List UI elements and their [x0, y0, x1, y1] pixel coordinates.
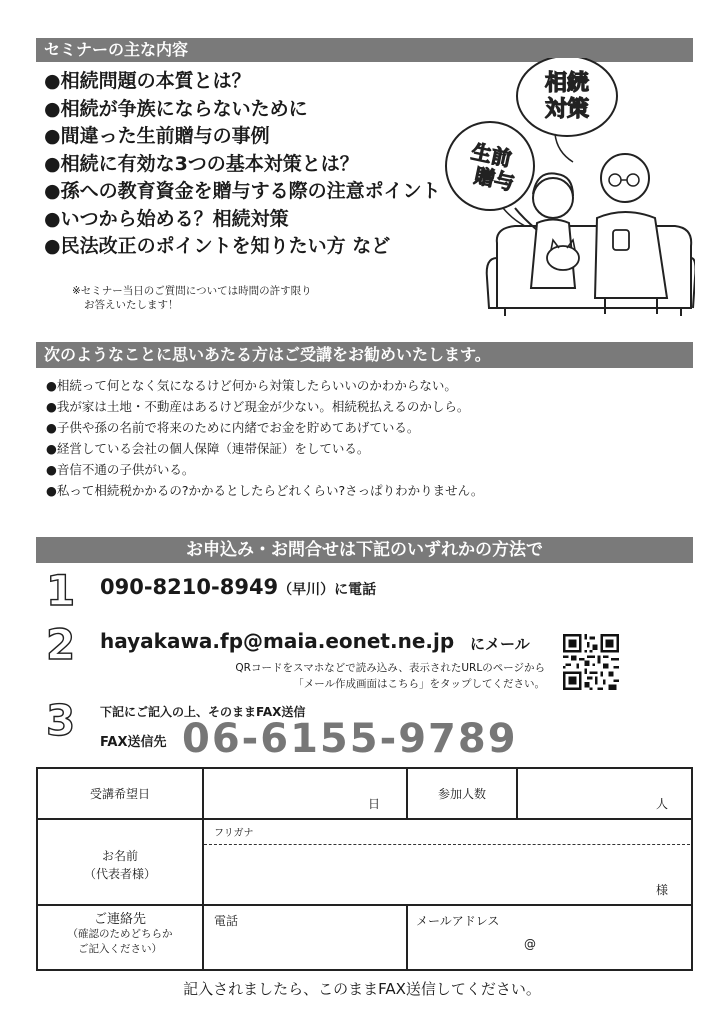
- recommend-heading: 次のようなことに思いあたる方はご受講をお勧めいたします。: [36, 342, 693, 368]
- contact-label-group: [38, 912, 202, 957]
- recommend-item: ●私って相続税かかるの?かかるとしたらどれくらい?さっぱりわかりません。: [46, 483, 484, 498]
- bubble-right-line2: 対策: [544, 97, 590, 122]
- contact-sub-label: ご記入ください）: [78, 943, 162, 955]
- note-line: ※セミナー当日のご質問については時間の許す限り: [72, 285, 312, 297]
- qr-code-icon[interactable]: [563, 634, 619, 690]
- email-field-label: メールアドレス: [416, 914, 500, 928]
- name-suffix: 様: [656, 883, 669, 897]
- qr-instructions: [170, 660, 545, 692]
- count-label: 参加人数: [437, 787, 486, 801]
- topic-item: ●相続に有効な3つの基本対策とは？: [44, 152, 359, 175]
- application-form: [36, 767, 693, 971]
- phone-suffix: に電話: [334, 582, 377, 598]
- bubble-left-line2: 贈与: [472, 163, 517, 196]
- seminar-topic-list: [44, 68, 441, 261]
- topic-item: ●間違った生前贈与の事例: [44, 125, 270, 147]
- fax-label: FAX送信先: [100, 735, 167, 750]
- bubble-left-line1: 生前: [469, 139, 514, 172]
- qr-note-line: QRコードをスマホなどで読み込み、表示されたURLのページから: [235, 662, 545, 674]
- recommend-item: ●音信不通の子供がいる。: [46, 462, 195, 477]
- phone-contact[interactable]: [100, 575, 376, 599]
- step-2-number: 2: [46, 620, 76, 669]
- email-input[interactable]: [408, 906, 691, 969]
- fax-instruction: 下記にご記入の上、そのままFAX送信: [100, 705, 306, 719]
- recommend-item: ●子供や孫の名前で将来のために内緒でお金を貯めてあげている。: [46, 420, 420, 435]
- phone-number[interactable]: 090-8210-8949: [100, 575, 279, 599]
- topic-item: ●相続が争族にならないために: [44, 97, 308, 120]
- seminar-heading: セミナーの主な内容: [36, 38, 693, 62]
- apply-heading: お申込み・お問合せは下記のいずれかの方法で: [36, 537, 693, 563]
- contact-label: ご連絡先: [93, 912, 146, 927]
- phone-field-label: 電話: [214, 914, 239, 928]
- email-address[interactable]: hayakawa.fp@maia.eonet.ne.jp: [100, 629, 455, 653]
- furigana-input[interactable]: [204, 820, 690, 844]
- name-input[interactable]: [204, 846, 690, 904]
- date-unit: 日: [368, 797, 381, 811]
- topic-item: ●孫への教育資金を贈与する際の注意ポイント: [44, 180, 441, 202]
- count-unit: 人: [656, 797, 669, 811]
- couple-illustration: [445, 58, 695, 320]
- name-sub-label: （代表者様）: [83, 867, 156, 881]
- topic-item: ●いつから始める？相続対策: [44, 207, 289, 230]
- bubble-right-line1: 相続: [544, 71, 590, 96]
- email-suffix: にメール: [470, 635, 530, 653]
- date-label: 受講希望日: [89, 787, 150, 801]
- name-label-group: [38, 847, 202, 883]
- recommend-item: ●経営している会社の個人保障（連帯保証）をしている。: [46, 441, 370, 456]
- recommend-item: ●我が家は土地・不動産はあるけど現金が少ない。相続税払えるのかしら。: [46, 399, 470, 414]
- seminar-note: [72, 284, 312, 312]
- contact-sub-label: （確認のためどちらか: [67, 928, 173, 940]
- footer-message: 記入されましたら、このままFAX送信してください。: [183, 980, 541, 998]
- recommend-item: ●相続って何となく気になるけど何から対策したらいいのかわからない。: [46, 378, 457, 393]
- step-1-number: 1: [46, 566, 76, 615]
- fax-number[interactable]: 06-6155-9789: [182, 716, 518, 762]
- note-line: お答えいたします！: [84, 299, 179, 311]
- topic-item: ●民法改正のポイントを知りたい方 など: [44, 235, 391, 257]
- phone-name: （早川）: [278, 582, 335, 598]
- step-3-number: 3: [46, 696, 76, 745]
- topic-item: ●相続問題の本質とは？: [44, 70, 251, 92]
- qr-note-line: 「メール作成画面はこちら」をタップしてください。: [293, 678, 545, 690]
- phone-input[interactable]: [204, 906, 406, 969]
- furigana-label: フリガナ: [214, 828, 254, 839]
- name-label: お名前: [101, 849, 138, 863]
- recommend-list: [46, 375, 483, 501]
- at-mark: @: [524, 937, 536, 951]
